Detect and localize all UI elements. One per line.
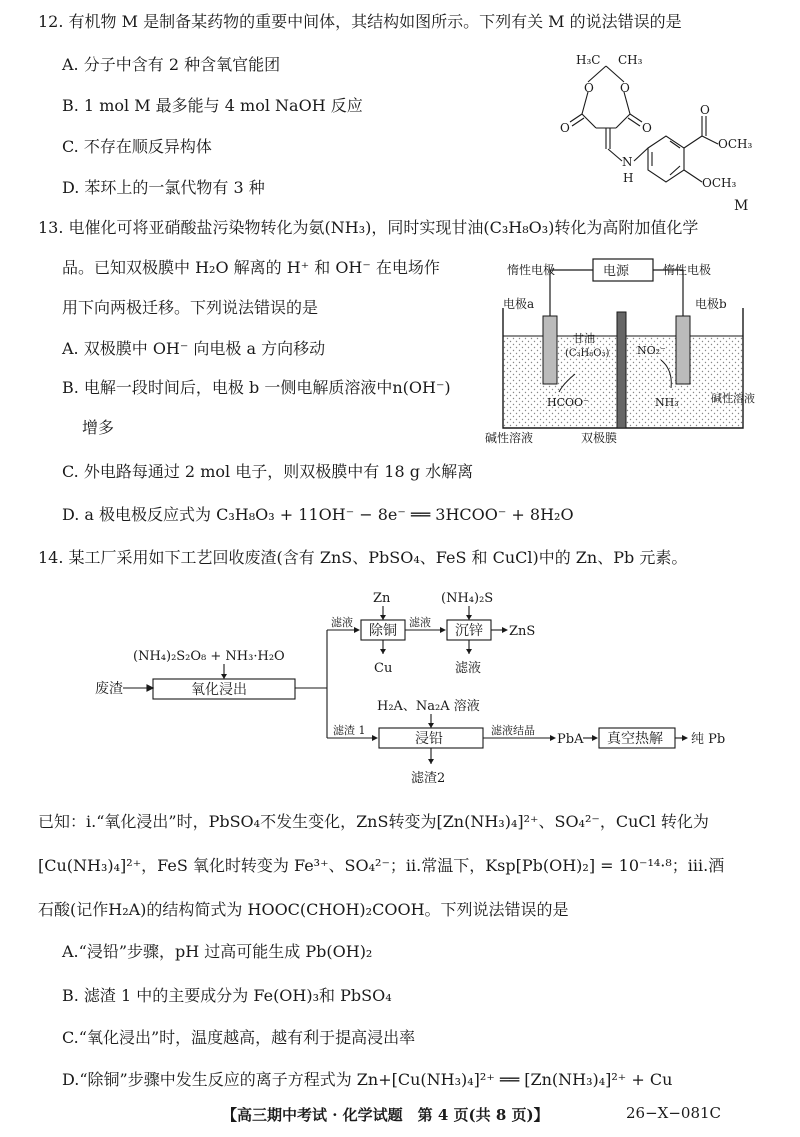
q13-option-c: C. 外电路每通过 2 mol 电子，则双极膜中有 18 g 水解离 [62, 462, 474, 481]
ring-o-left: O [584, 81, 594, 95]
q13-option-b-cont: 增多 [82, 418, 115, 437]
och3-label: OCH₃ [702, 176, 737, 190]
ester-och3-label: OCH₃ [718, 137, 753, 151]
q12-option-b: B. 1 mol M 最多能与 4 mol NaOH 反应 [62, 96, 363, 115]
q12-option-d: D. 苯环上的一氯代物有 3 种 [62, 178, 265, 197]
bipolar-label: 双极膜 [581, 431, 618, 445]
hcoo-label: HCOO⁻ [547, 396, 589, 409]
electrode-b-label: 电极b [695, 297, 727, 311]
q14-known-line1: 已知：ⅰ.“氧化浸出”时，PbSO₄不发生变化，ZnS转变为[Zn(NH₃)₄]²⁺、SO₄²⁻，CuCl 转化为 [38, 812, 709, 831]
no2-label: NO₂⁻ [637, 344, 666, 357]
carbonyl-o-left: O [560, 121, 570, 135]
structure-m-label: M [734, 198, 749, 214]
lead-leaching-label: 浸铅 [415, 731, 443, 747]
ring-o-right: O [620, 81, 630, 95]
h3c-label: H₃C [576, 53, 601, 67]
nh4s-label: (NH₄)₂S [441, 591, 494, 606]
pba-label: PbA [557, 732, 584, 747]
q14-option-d: D.“除铜”步骤中发生反应的离子方程式为 Zn+[Cu(NH₃)₄]²⁺ ══ [Zn(NH₃)₄]²⁺ + Cu [62, 1070, 673, 1089]
electrode-a [543, 316, 557, 384]
power-label: 电源 [603, 264, 630, 279]
filtrate3-label: 滤液 [455, 661, 482, 676]
q13-stem-line2: 品。已知双极膜中 H₂O 解离的 H⁺ 和 OH⁻ 在电场作 [62, 258, 440, 277]
q14-option-b: B. 滤渣 1 中的主要成分为 Fe(OH)₃和 PbSO₄ [62, 986, 392, 1005]
q12-stem: 12. 有机物 M 是制备某药物的重要中间体，其结构如图所示。下列有关 M 的说法错误的是 [38, 12, 682, 31]
electrode-a-label: 电极a [503, 297, 535, 311]
inert-electrode-left-label: 惰性电极 [507, 263, 556, 277]
zn-label: Zn [373, 591, 391, 606]
reagent2-label: H₂A、Na₂A 溶液 [377, 699, 480, 714]
oxidative-leaching-label: 氧化浸出 [191, 682, 247, 698]
filtrate-label: 滤液 [331, 616, 353, 629]
crystallize-label: 滤液结晶 [491, 724, 535, 737]
q13-stem-line1: 13. 电催化可将亚硝酸盐污染物转化为氨(NH₃)，同时实现甘油(C₃H₈O₃)转化为高附加值化学 [38, 218, 699, 237]
zns-label: ZnS [509, 624, 536, 639]
q14-known-line2: [Cu(NH₃)₄]²⁺，FeS 氧化时转变为 Fe³⁺、SO₄²⁻；ⅱ.常温下，Ksp[Pb(OH)₂] = 10⁻¹⁴·⁸；ⅲ.酒 [38, 856, 725, 875]
vacuum-pyrolysis-label: 真空热解 [607, 731, 663, 747]
glycerol-label: 甘油 [573, 332, 595, 345]
pure-pb-label: 纯 Pb [691, 732, 726, 747]
filtrate2-label: 滤液 [409, 616, 431, 629]
n-label: N [622, 155, 633, 169]
ch3-label: CH₃ [618, 53, 643, 67]
feed-label: 废渣 [95, 681, 123, 697]
residue1-label: 滤渣 1 [333, 724, 366, 737]
zinc-precipitation-label: 沉锌 [455, 623, 483, 639]
q13-electrolysis-diagram [485, 256, 785, 446]
q13-option-b: B. 电解一段时间后，电极 b 一侧电解质溶液中n(OH⁻) [62, 378, 451, 397]
alkaline-right-label: 碱性溶液 [711, 392, 755, 405]
q14-stem: 14. 某工厂采用如下工艺回收废渣(含有 ZnS、PbSO₄、FeS 和 CuCl)中的 Zn、Pb 元素。 [38, 548, 688, 567]
q14-option-c: C.“氧化浸出”时，温度越高，越有利于提高浸出率 [62, 1028, 416, 1047]
glycerol-formula-label: (C₃H₈O₃) [565, 348, 610, 359]
residue2-label: 滤渣2 [411, 771, 446, 786]
cu-label: Cu [374, 661, 393, 676]
footer-title: 【高三期中考试 · 化学试题 第 4 页(共 8 页)】 [222, 1106, 549, 1124]
inert-electrode-right-label: 惰性电极 [663, 263, 712, 277]
q13-option-d: D. a 极电极反应式为 C₃H₈O₃ + 11OH⁻ − 8e⁻ ══ 3HCOO⁻ + 8H₂O [62, 505, 574, 524]
nh3-label: NH₃ [655, 396, 679, 409]
footer-code: 26−X−081C [626, 1104, 722, 1122]
q12-structure [560, 44, 775, 224]
q14-option-a: A.“浸铅”步骤，pH 过高可能生成 Pb(OH)₂ [62, 942, 373, 961]
q12-option-a: A. 分子中含有 2 种含氧官能团 [62, 55, 281, 74]
bipolar-membrane [617, 312, 626, 428]
q13-option-a: A. 双极膜中 OH⁻ 向电极 a 方向移动 [62, 339, 326, 358]
q13-stem-line3: 用下向两极迁移。下列说法错误的是 [62, 298, 319, 317]
copper-removal-label: 除铜 [369, 623, 397, 639]
q12-option-c: C. 不存在顺反异构体 [62, 137, 212, 156]
alkaline-left-label: 碱性溶液 [485, 431, 534, 445]
q14-flowchart [95, 588, 755, 788]
electrode-b [676, 316, 690, 384]
reagent1-label: (NH₄)₂S₂O₈ + NH₃·H₂O [133, 649, 285, 664]
h-label: H [623, 171, 634, 185]
carbonyl-o-right: O [642, 121, 652, 135]
q14-known-line3: 石酸(记作H₂A)的结构简式为 HOOC(CHOH)₂COOH。下列说法错误的是 [38, 900, 569, 919]
ester-o-label: O [700, 103, 710, 117]
